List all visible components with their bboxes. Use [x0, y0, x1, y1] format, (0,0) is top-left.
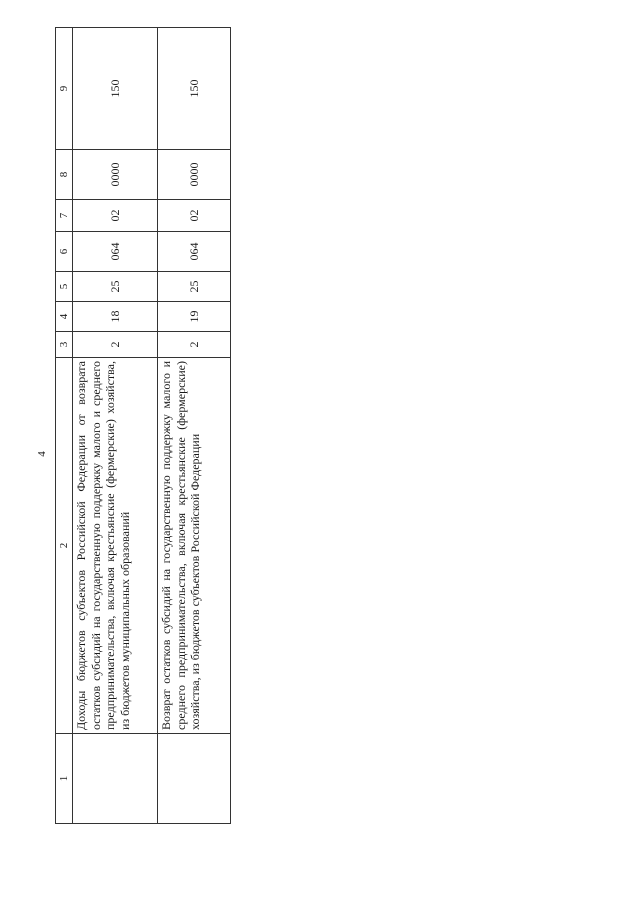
cell-col-1 — [73, 734, 158, 824]
table-header-row — [56, 28, 73, 824]
cell-description: Возврат остатков субсидий на государственную поддержку малого и среднего предпринимательства, включая крестьянские (фермерские) хозяйства, из бюджетов субъектов Российской Федерации — [158, 358, 231, 734]
cell-col-3: 2 — [158, 332, 231, 358]
header-col-5: 5 — [56, 272, 73, 302]
header-col-2: 2 — [56, 358, 73, 734]
cell-col-7: 02 — [73, 200, 158, 232]
header-col-9: 9 — [56, 28, 73, 150]
cell-col-9: 150 — [73, 28, 158, 150]
header-col-3: 3 — [56, 332, 73, 358]
cell-col-6: 064 — [158, 232, 231, 272]
header-col-6: 6 — [56, 232, 73, 272]
budget-table-container — [55, 28, 229, 824]
table-row — [158, 28, 231, 824]
page-number: 4 — [36, 451, 48, 457]
budget-classification-table — [55, 27, 231, 824]
table-row — [73, 28, 158, 824]
cell-col-8: 0000 — [158, 150, 231, 200]
cell-col-9: 150 — [158, 28, 231, 150]
cell-col-4: 18 — [73, 302, 158, 332]
header-col-4: 4 — [56, 302, 73, 332]
cell-col-4: 19 — [158, 302, 231, 332]
cell-col-6: 064 — [73, 232, 158, 272]
cell-col-3: 2 — [73, 332, 158, 358]
cell-col-5: 25 — [158, 272, 231, 302]
cell-col-7: 02 — [158, 200, 231, 232]
cell-col-5: 25 — [73, 272, 158, 302]
header-col-7: 7 — [56, 200, 73, 232]
cell-col-1 — [158, 734, 231, 824]
cell-description: Доходы бюджетов субъектов Российской Федерации от возврата остатков субсидий на государственную поддержку малого и среднего предпринимательства, включая крестьянские (фермерские) хозяйства, из бюджетов муниципальных образований — [73, 358, 158, 734]
cell-col-8: 0000 — [73, 150, 158, 200]
header-col-8: 8 — [56, 150, 73, 200]
header-col-1: 1 — [56, 734, 73, 824]
